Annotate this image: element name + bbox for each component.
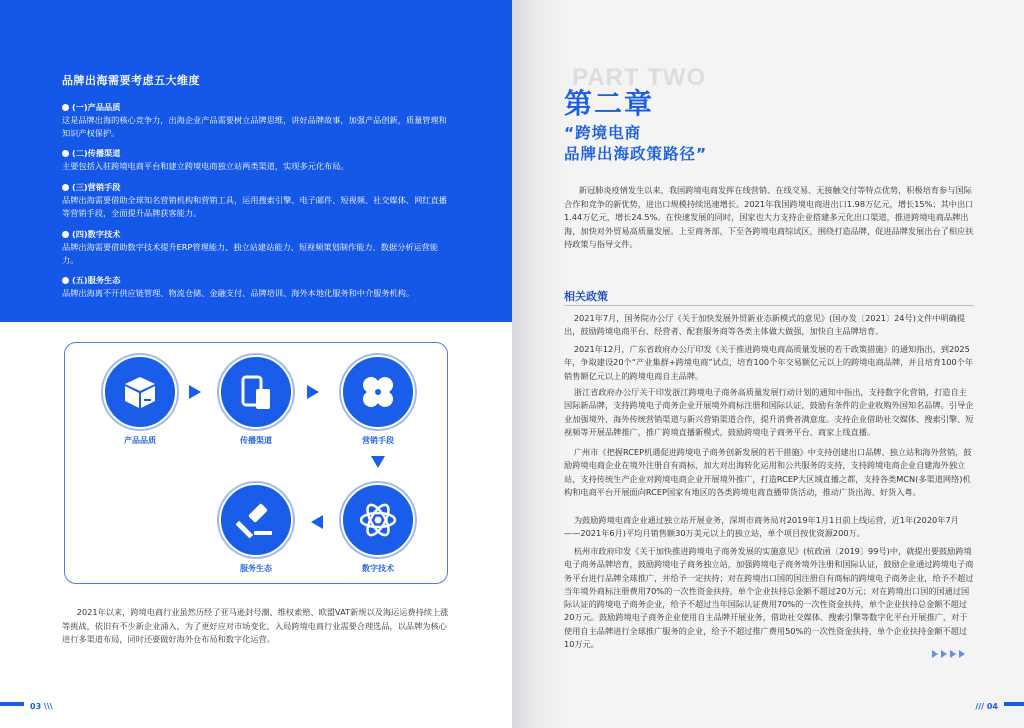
clover-icon [341,355,415,429]
bullet-icon [62,231,69,238]
part-ghost-title: PART TWO [572,64,707,91]
dimension-title: (一)产品品质 [72,102,121,112]
bullet-icon [62,150,69,157]
arrow-marker-icon [950,650,956,658]
chapter-subtitle-line1: “跨境电商 [564,124,642,142]
node-channels [217,355,295,446]
atom-icon [341,483,415,557]
arrow-down-icon [371,456,385,468]
dimension-title: (二)传播渠道 [72,148,121,158]
node-label: 服务生态 [240,564,272,573]
arrow-marker-icon [959,650,965,658]
arrow-right-icon [307,385,319,399]
page-number: /// 04 [975,702,998,711]
policy-item: 2021年12月，广东省政府办公厅印发《关于推进跨境电商高质量发展的若干政策措施》的通知指出，到2025年，争取建设20个“产业集群+跨境电商”试点，培育100个年交易额亿元以上的跨境电商品牌，并且培育100个年销售额亿元以上的跨境电商自主品牌。 [564,344,974,381]
dimension-text: 品牌出海离不开供应链管理、物流仓储、金融支付、品牌培训、海外本地化服务和中介服务机构。 [62,288,415,298]
dimension-1 [62,101,452,140]
dimension-2 [62,147,452,173]
dimension-title: (五)服务生态 [72,275,121,285]
bullet-icon [62,104,69,111]
policy-item: 2021年7月，国务院办公厅《关于加快发展外贸新业态新模式的意见》(国办发〔2021〕24号)文件中明确提出，鼓励跨境电商平台、经营者、配套服务商等各类主体做大做强，加快自主品牌培育。 [564,313,966,337]
right-page [512,0,1024,728]
bullet-icon [62,277,69,284]
node-digital-tech [339,483,417,574]
dimension-text: 主要包括入驻跨境电商平台和建立跨境电商独立站两类渠道，实现多元化布局。 [62,161,349,171]
devices-icon [219,355,293,429]
dimension-text: 品牌出海需要借助数字技术提升ERP管理能力、独立站建站能力、短视频策划制作能力、数据分析运营能力。 [62,242,439,265]
page-number: 03 \\\ [30,702,53,711]
page-bar [1004,702,1024,706]
dimension-text: 品牌出海需要借助全球知名营销机构和营销工具，运用搜索引擎、电子邮件、短视频、社交媒体、网红直播等营销手段，全面提升品牌获客能力。 [62,195,447,218]
node-marketing [339,355,417,446]
page-bar [0,702,24,706]
policy-item: 杭州市政府印发《关于加快推进跨境电子商务发展的实施意见》(杭政函〔2019〕99号)中，就提出要鼓励跨境电子商务品牌培育，鼓励跨境电子商务独立站，加强跨境电子商务境外注册和国际认证，鼓励企业通过跨境电子商务平台进行品牌全球推广，并给予一定扶持；对在跨境出口国的国注册自有商标的跨境电子商务企业，给予不超过当年境外商标注册费用70%的一次性资金扶持，单个企业扶持总金额不超过20万元；对在跨境出口国的国通过国际认证的跨境电子商务企业，给予不超过当年国际认证费用70%的一次性资金扶持，单个企业扶持总金额不超过20万元。鼓励跨境电子商务企业使用自主品牌开展业务，借助社交媒体、搜索引擎等数字化平台开展推广，对于使用自主品牌进行全球推广服务的企业，给予不超过推广费用50%的一次性资金扶持，单个企业扶持金额不超过10万元。 [564,546,974,650]
policy-item: 为鼓励跨境电商企业通过独立站开展业务，深圳市商务局对2019年1月1日前上线运营，近1年(2020年7月——2021年6月)平均月销售额30万美元以上的独立站，单个项目按优资源200万。 [564,515,959,539]
bullet-icon [62,184,69,191]
dimension-title: (三)营销手段 [72,182,121,192]
policy-item: 浙江省政府办公厅关于印发浙江跨境电子商务高质量发展行动计划的通知中指出，支持数字化营销，打造自主国际新品牌，支持跨境电子商务企业开展境外商标注册和国际认证，鼓励有条件的企业收购外国知名品牌。引导企业加强境外、海外传统营销渠道与新兴营销渠道合作，提升消费者满意度。支持企业借助社交媒体、搜索引擎、短视频等开展品牌推广，推广跨境直播新模式，鼓励跨境电子商务平台、商家上线直播。 [564,387,974,437]
dimensions-heading: 品牌出海需要考虑五大维度 [62,74,200,87]
industry-paragraph: 2021年以来，跨境电商行业虽然历经了亚马逊封号潮、维权索赔、欧盟VAT新规以及海运运费持续上涨等挑战，依旧有不少新企业涌入，为了更好应对市场变化，入局跨境电商行业需要合理选品，以品牌为核心进行多渠道布局，同时还要做好海外仓布局和数字化运营。 [62,607,449,644]
dimension-text: 这是品牌出海的核心竞争力，出海企业产品需要树立品牌思维，讲好品牌故事，加强产品创新，质量管理和知识产权保护。 [62,115,447,138]
arrow-marker-icon [941,650,947,658]
dimension-4 [62,228,452,267]
chapter-subtitle-line2: 品牌出海政策路径” [564,145,708,163]
arrow-marker-icon [932,650,938,658]
section-divider [564,305,974,306]
node-label: 传播渠道 [240,436,272,445]
box-icon [103,355,177,429]
intro-paragraph: 新冠肺炎疫情发生以来，我国跨境电商发挥在线营销、在线交易、无接触交付等特点优势，积极培育参与国际合作和竞争的新优势，进出口规模持续迅速增长。2021年我国跨境电商进出口1.98万亿元，增长15%；其中出口1.44万亿元，增长24.5%。在快速发展的同时，国家也大力支持企业搭建多元化出口渠道，推进跨境电商品牌出海，加快对外贸易高质量发展。上至商务部，下至各跨境电商综试区，围绕打造品牌，促进品牌发展出台了相应扶持政策与指导文件。 [564,185,974,249]
dimensions-panel [0,0,512,322]
node-label: 营销手段 [362,436,394,445]
chapter-title: 第二章 [564,87,655,120]
node-label: 数字技术 [362,564,394,573]
five-dimensions-diagram [64,342,448,584]
node-service-ecosystem [217,483,295,574]
dimension-5 [62,274,452,300]
arrow-right-icon [189,385,201,399]
dimension-3 [62,181,452,220]
node-product-quality [101,355,179,446]
arrow-left-icon [311,515,323,529]
dimension-title: (四)数字技术 [72,229,121,239]
section-heading: 相关政策 [564,290,608,303]
policy-item: 广州市《把握RCEP机遇促进跨境电子商务创新发展的若干措施》中支持创建出口品牌、独立站和海外营销，鼓励跨境电商企业在境外注册自有商标，加大对出海转化运用和公共服务的支持，支持跨境电商企业自建海外独立站，支持传统生产企业对跨境电商企业开展境外推广，打造RCEP大区域直播之都，支持各类MCN(多渠道网络)机构和电商平台开展面向RCEP国家有地区的各类跨境电商直播带货活动，推动广货出海、好货入粤。 [564,447,972,497]
node-label: 产品品质 [124,436,156,445]
gavel-icon [219,483,293,557]
